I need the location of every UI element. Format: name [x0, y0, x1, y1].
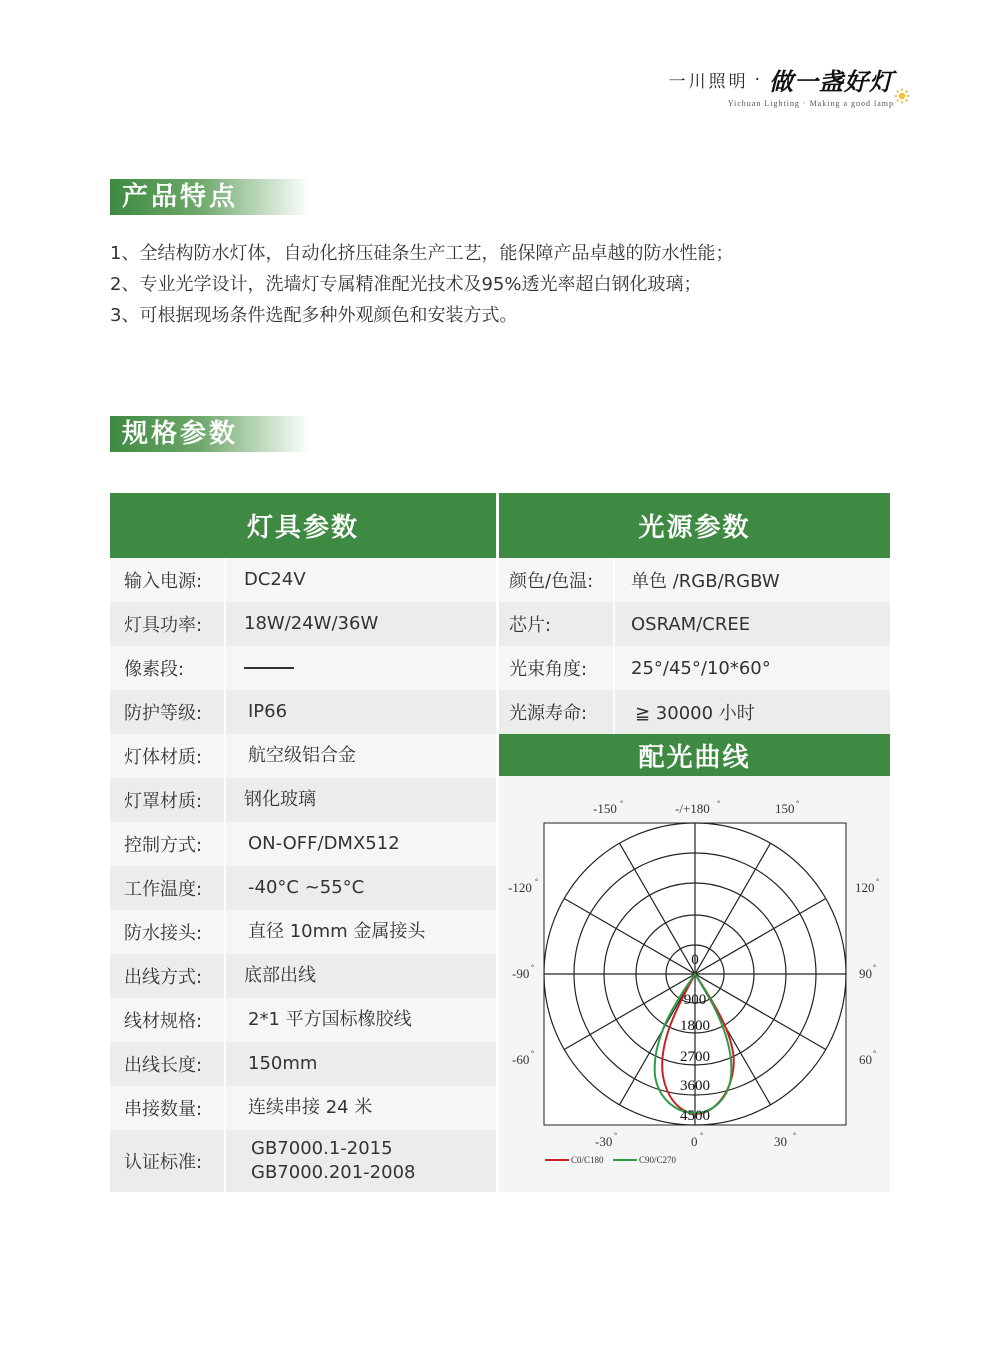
- source-value: ≧ 30000 小时: [635, 703, 755, 724]
- angle-label: 30: [774, 1134, 787, 1149]
- source-row: [499, 558, 890, 602]
- svg-text:°: °: [620, 799, 624, 808]
- source-row: [499, 646, 890, 690]
- angle-label: -90: [512, 966, 530, 981]
- angle-label: -/+180: [675, 801, 710, 816]
- svg-text:°: °: [873, 963, 877, 972]
- svg-text:°: °: [796, 799, 800, 808]
- spec-row: [110, 1042, 496, 1086]
- light-curve-header: 配光曲线: [499, 734, 890, 776]
- source-label: 光束角度:: [509, 659, 588, 680]
- spec-table: [110, 493, 890, 1192]
- brand-slogan: 做一盏好灯: [769, 67, 894, 96]
- spec-value: 钢化玻璃: [244, 789, 316, 810]
- svg-text:°: °: [873, 1049, 877, 1058]
- svg-text:°: °: [535, 877, 539, 886]
- legend-label: C0/C180: [571, 1155, 604, 1165]
- radial-label: 0: [691, 952, 699, 968]
- spec-label: 串接数量:: [124, 1099, 203, 1120]
- angle-label: 0: [691, 1134, 698, 1149]
- source-row: [499, 690, 890, 734]
- legend-label: C90/C270: [639, 1155, 677, 1165]
- svg-text:°: °: [531, 1049, 535, 1058]
- angle-label: 60: [859, 1052, 872, 1067]
- lamp-params-header: 灯具参数: [110, 493, 496, 558]
- svg-text:°: °: [700, 1131, 704, 1140]
- spec-row: [110, 1086, 496, 1130]
- source-label: 颜色/色温:: [509, 571, 594, 592]
- brand-subtitle: Yichuan Lighting · Making a good lamp: [727, 99, 894, 108]
- source-label: 芯片:: [509, 615, 552, 636]
- angle-label: -150: [593, 801, 617, 816]
- angle-label: 150: [775, 801, 795, 816]
- dash-placeholder: [244, 667, 294, 669]
- spec-label: 灯体材质:: [124, 747, 203, 768]
- spec-value: 2*1 平方国标橡胶线: [248, 1009, 412, 1030]
- angle-label: 90: [859, 966, 872, 981]
- spec-label: 灯具功率:: [124, 615, 203, 636]
- features-list: [110, 238, 733, 331]
- spec-value: 连续串接 24 米: [248, 1097, 373, 1118]
- source-row: [499, 602, 890, 646]
- spec-label: 线材规格:: [124, 1011, 203, 1032]
- spec-value: [226, 1130, 496, 1192]
- source-value: 单色 /RGB/RGBW: [631, 571, 780, 592]
- svg-text:°: °: [717, 799, 721, 808]
- angle-label: -30: [595, 1134, 613, 1149]
- spec-value: [226, 646, 496, 690]
- brand-header: [669, 62, 894, 108]
- spec-label: 认证标准:: [124, 1152, 203, 1173]
- svg-text:°: °: [793, 1131, 797, 1140]
- spec-row: [110, 690, 496, 734]
- features-title: 产品特点: [110, 179, 310, 215]
- spec-value: 底部出线: [244, 965, 316, 986]
- spec-row: [110, 866, 496, 910]
- spec-label: 灯罩材质:: [124, 791, 203, 812]
- feature-item: 3、可根据现场条件选配多种外观颜色和安装方式。: [110, 305, 518, 326]
- spec-row: [110, 646, 496, 690]
- svg-text:°: °: [876, 877, 880, 886]
- svg-text:°: °: [531, 963, 535, 972]
- spec-label: 防水接头:: [124, 923, 203, 944]
- spec-label: 输入电源:: [124, 571, 203, 592]
- brand-line: [669, 62, 894, 97]
- source-params-header: 光源参数: [499, 493, 890, 558]
- spec-value: 18W/24W/36W: [244, 613, 379, 634]
- cert-standard-2: GB7000.201-2008: [251, 1162, 416, 1183]
- spec-row: [110, 778, 496, 822]
- radial-label: 4500: [680, 1108, 710, 1124]
- spec-row: [110, 558, 496, 602]
- polar-chart: [499, 776, 890, 1192]
- radial-label: 1800: [680, 1018, 710, 1034]
- spec-row: [110, 910, 496, 954]
- spec-label: 出线长度:: [124, 1055, 203, 1076]
- spec-value: 直径 10mm 金属接头: [248, 921, 426, 942]
- spec-value: -40°C ~55°C: [248, 877, 365, 898]
- radial-label: 2700: [680, 1049, 710, 1065]
- source-value: OSRAM/CREE: [631, 613, 751, 635]
- spec-row: [110, 602, 496, 646]
- spec-label: 防护等级:: [124, 703, 203, 724]
- radial-label: 3600: [680, 1078, 710, 1094]
- spec-row: [110, 954, 496, 998]
- angle-label: 120: [855, 880, 875, 895]
- spec-label: 控制方式:: [124, 835, 203, 856]
- spec-value: ON-OFF/DMX512: [248, 833, 400, 854]
- spec-row: [110, 998, 496, 1042]
- spec-row: [110, 822, 496, 866]
- spec-value: 航空级铝合金: [248, 745, 356, 766]
- spec-value: IP66: [248, 701, 288, 722]
- specs-title: 规格参数: [110, 416, 310, 452]
- spec-value: DC24V: [244, 569, 306, 590]
- svg-text:°: °: [614, 1131, 618, 1140]
- feature-item: 2、专业光学设计，洗墙灯专属精准配光技术及95%透光率超白钢化玻璃；: [110, 274, 702, 295]
- source-label: 光源寿命:: [509, 703, 588, 724]
- source-value: 25°/45°/10*60°: [631, 657, 771, 679]
- chart-legend: [545, 1155, 677, 1165]
- polar-chart-panel: [499, 776, 890, 1192]
- angle-label: -120: [508, 880, 532, 895]
- spec-label: 工作温度:: [124, 879, 203, 900]
- spec-label: 像素段:: [124, 659, 185, 680]
- spec-value: 150mm: [248, 1053, 318, 1074]
- angle-label: -60: [512, 1052, 530, 1067]
- brand-name: 一川照明: [668, 72, 749, 92]
- feature-item: 1、全结构防水灯体，自动化挤压硅条生产工艺，能保障产品卓越的防水性能；: [110, 243, 734, 264]
- spec-row: [110, 734, 496, 778]
- brand-separator: ·: [754, 69, 763, 90]
- spec-label: 出线方式:: [124, 967, 203, 988]
- cert-standard-1: GB7000.1-2015: [251, 1138, 393, 1159]
- radial-label: 900: [683, 992, 707, 1008]
- lightbulb-icon: [894, 88, 910, 104]
- spec-row: [110, 1130, 496, 1192]
